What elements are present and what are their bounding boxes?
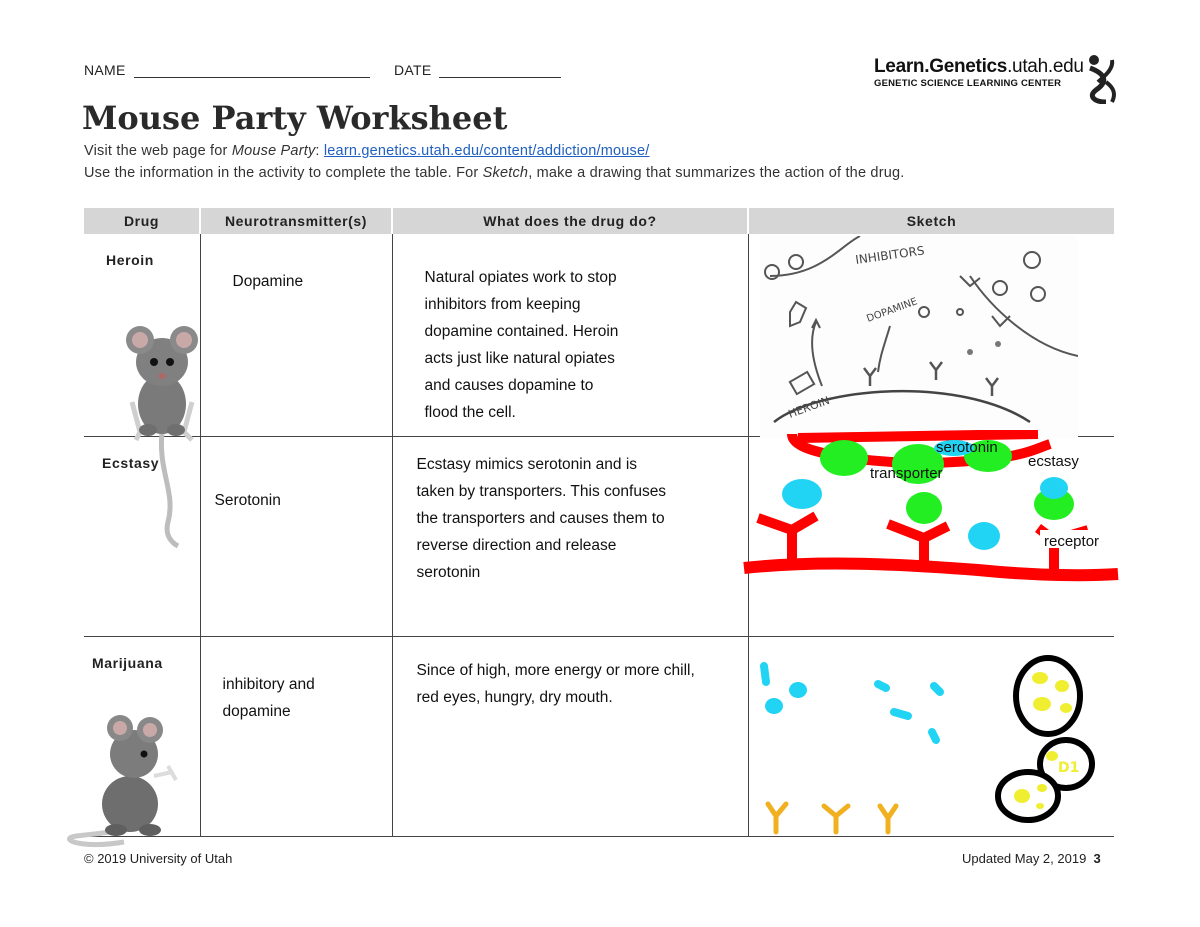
- drug-name: Heroin: [106, 252, 154, 268]
- marijuana-sketch: [752, 648, 1114, 842]
- instruction-line-2: [84, 165, 905, 181]
- action-line: the transporters and causes them to: [416, 509, 665, 527]
- sketch-label-transporter: transporter: [870, 465, 943, 482]
- action-text: [417, 451, 667, 586]
- brand-domain: .utah.edu: [1007, 56, 1084, 77]
- updated-date: [962, 851, 1101, 866]
- page-number: 3: [1093, 851, 1101, 866]
- page-title: Mouse Party Worksheet: [82, 99, 508, 137]
- brand-logo: [874, 56, 1084, 89]
- action-line: red eyes, hungry, dry mouth.: [416, 688, 613, 706]
- action-line: serotonin: [416, 563, 481, 581]
- action-line: Natural opiates work to stop: [424, 269, 617, 286]
- table-header-row: [84, 208, 1114, 234]
- action-cell[interactable]: [392, 436, 748, 636]
- name-label: NAME: [84, 62, 126, 78]
- neurotransmitter-cell[interactable]: [200, 436, 392, 636]
- action-line: inhibitors from keeping: [424, 296, 581, 313]
- action-line: Since of high, more energy or more chill,: [416, 661, 695, 679]
- drug-name: Ecstasy: [102, 454, 160, 471]
- sketch-label-dopamine: DOPAMINE: [865, 296, 920, 325]
- heroin-sketch: [760, 236, 1078, 438]
- header-neurotransmitter: Neurotransmitter(s): [200, 208, 392, 234]
- sketch-label-receptor: receptor: [1044, 533, 1100, 550]
- header-sketch: Sketch: [748, 208, 1114, 234]
- action-text: [425, 264, 619, 426]
- neurotransmitter-line: inhibitory and: [222, 675, 315, 693]
- updated-text: Updated May 2, 2019: [962, 851, 1087, 866]
- sketch-label-serotonin: serotonin: [936, 439, 998, 456]
- name-field[interactable]: [134, 77, 370, 78]
- gray-mouse-illustration-icon: [118, 322, 208, 550]
- action-cell[interactable]: [392, 636, 748, 836]
- header-drug: Drug: [84, 208, 200, 234]
- sketch-label-heroin: HEROIN: [786, 393, 832, 421]
- instruction-italic: Sketch: [482, 165, 529, 181]
- sketch-label-d1: D1: [1058, 760, 1080, 776]
- neurotransmitter-cell[interactable]: [200, 636, 392, 836]
- brand-subtitle: GENETIC SCIENCE LEARNING CENTER: [874, 78, 1062, 89]
- ecstasy-sketch: [738, 430, 1124, 590]
- instruction-text: , make a drawing that summarizes the action of the drug.: [528, 165, 905, 181]
- action-text: [417, 657, 695, 711]
- action-line: and causes dopamine to: [424, 377, 594, 394]
- header-action: What does the drug do?: [392, 208, 748, 234]
- neurotransmitter-cell[interactable]: [200, 234, 392, 436]
- neurotransmitter-value: Serotonin: [214, 491, 281, 509]
- action-line: reverse direction and release: [416, 536, 617, 554]
- instruction-line-1: [84, 143, 649, 159]
- action-line: Ecstasy mimics serotonin and is: [416, 455, 638, 473]
- instruction-text: Visit the web page for: [84, 143, 232, 159]
- copyright-text: © 2019 University of Utah: [84, 851, 233, 866]
- sketch-label-ecstasy: ecstasy: [1028, 453, 1079, 470]
- gray-mouse-eating-icon: [64, 708, 194, 852]
- instruction-colon: :: [315, 143, 324, 159]
- brand-name: Learn.Genetics: [874, 56, 1008, 77]
- date-field[interactable]: [439, 77, 561, 78]
- neurotransmitter-value: Dopamine: [232, 273, 304, 290]
- instruction-italic: Mouse Party: [231, 143, 316, 159]
- instruction-text: Use the information in the activity to complete the table. For: [84, 165, 483, 181]
- action-line: flood the cell.: [424, 404, 516, 421]
- date-label: DATE: [394, 62, 432, 78]
- dna-logo-icon: [1084, 52, 1120, 104]
- action-cell[interactable]: [392, 234, 748, 436]
- action-line: acts just like natural opiates: [424, 350, 615, 367]
- drug-name: Marijuana: [92, 654, 163, 671]
- mouse-party-link[interactable]: learn.genetics.utah.edu/content/addiction/mouse/: [323, 143, 650, 159]
- sketch-label-inhibitors: INHIBITORS: [854, 243, 926, 267]
- neurotransmitter-value: [223, 671, 315, 725]
- neurotransmitter-line: dopamine: [222, 702, 291, 720]
- action-line: dopamine contained. Heroin: [424, 323, 619, 340]
- action-line: taken by transporters. This confuses: [416, 482, 667, 500]
